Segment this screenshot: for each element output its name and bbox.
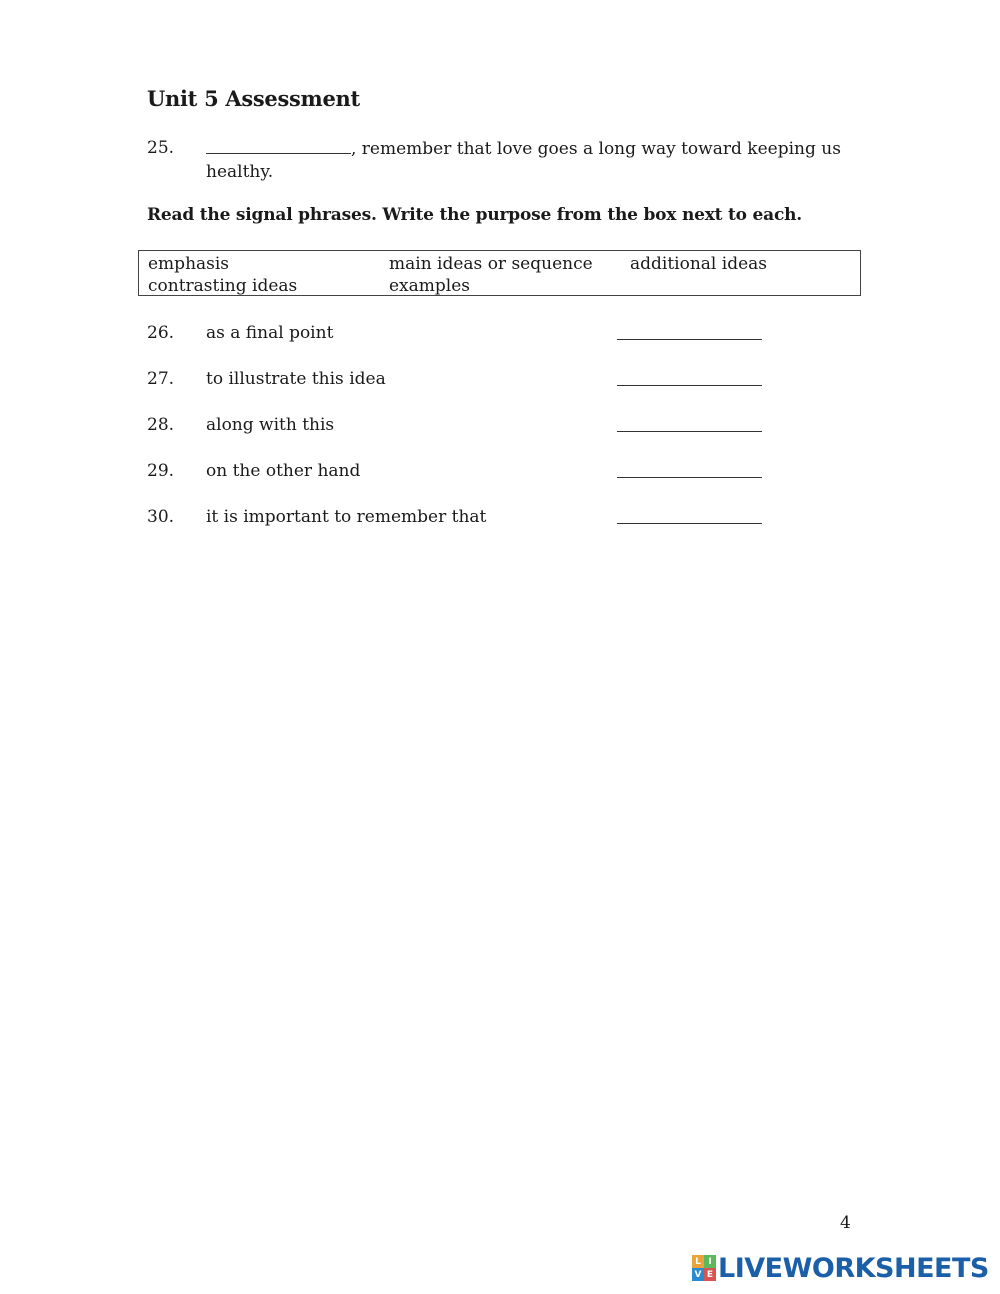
answer-blank-27[interactable]: [617, 385, 762, 386]
answer-blank-29[interactable]: [617, 477, 762, 478]
question-number: 30.: [147, 507, 175, 527]
question-number: 26.: [147, 323, 175, 343]
answer-blank-26[interactable]: [617, 339, 762, 340]
logo-mark-letter: L: [692, 1255, 704, 1268]
answer-blank-28[interactable]: [617, 431, 762, 432]
word-box-option: main ideas or sequence: [389, 254, 593, 274]
page-title: Unit 5 Assessment: [147, 86, 360, 111]
signal-phrase: to illustrate this idea: [206, 369, 386, 389]
question-body: [206, 137, 846, 184]
answer-blank-25[interactable]: [206, 137, 351, 154]
signal-phrase: as a final point: [206, 323, 334, 343]
word-box: [138, 250, 861, 296]
answer-blank-30[interactable]: [617, 523, 762, 524]
question-29: [147, 461, 787, 485]
question-number: 29.: [147, 461, 175, 481]
word-box-option: emphasis: [148, 254, 230, 274]
word-box-option: examples: [389, 276, 471, 296]
question-number: 25.: [147, 138, 175, 158]
logo-mark-letter: E: [704, 1268, 716, 1281]
logo-mark-letter: I: [704, 1255, 716, 1268]
question-text: , remember that love goes a long way toward keeping us healthy.: [206, 139, 841, 182]
question-number: 27.: [147, 369, 175, 389]
signal-phrase: it is important to remember that: [206, 507, 487, 527]
question-27: [147, 369, 787, 393]
signal-phrase: along with this: [206, 415, 335, 435]
page-number: 4: [840, 1213, 851, 1233]
question-30: [147, 507, 787, 531]
word-box-option: additional ideas: [630, 254, 768, 274]
liveworksheets-logo: [692, 1253, 989, 1283]
logo-text: LIVEWORKSHEETS: [718, 1252, 989, 1284]
logo-mark-letter: V: [692, 1268, 704, 1281]
signal-phrase: on the other hand: [206, 461, 361, 481]
logo-mark-icon: [692, 1255, 716, 1281]
question-number: 28.: [147, 415, 175, 435]
question-28: [147, 415, 787, 439]
question-26: [147, 323, 787, 347]
word-box-option: contrasting ideas: [148, 276, 298, 296]
instructions: Read the signal phrases. Write the purpose from the box next to each.: [147, 205, 802, 225]
